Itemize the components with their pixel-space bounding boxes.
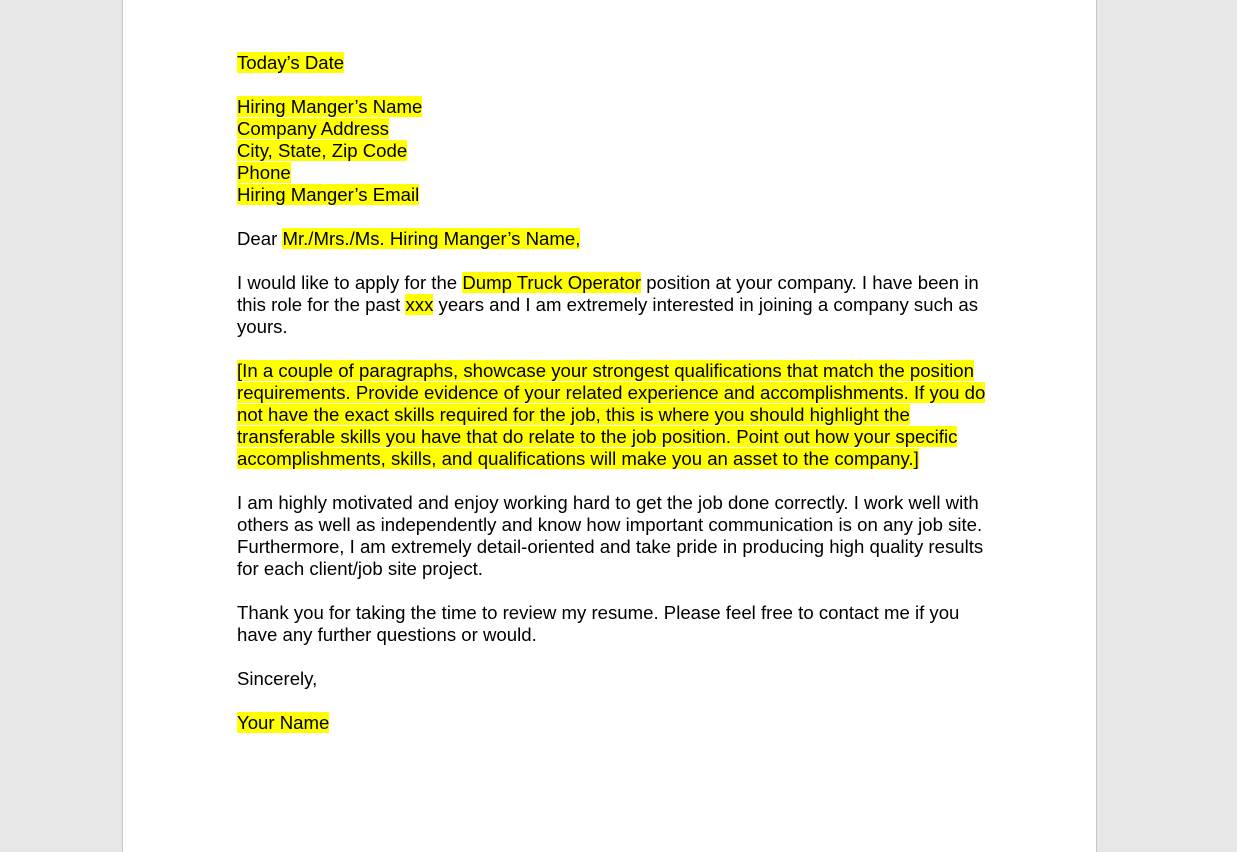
date-paragraph bbox=[237, 52, 989, 74]
instructions-placeholder: [In a couple of paragraphs, showcase your strongest qualifications that match the position requirements. Provide evidence of your related experience and accomplishments. If you do not have the exact skills required for the job, this is where you should highlight the transferable skills you have that do relate to the job position. Point out how your specific accomplishments, skills, and qualifications will make you an asset to the company.] bbox=[237, 360, 986, 469]
motivation-paragraph: I am highly motivated and enjoy working hard to get the job done correctly. I work well with others as well as independently and know how important communication is on any job site. Furthermore, I am extremely detail-oriented and take pride in producing high quality results for each client/job site project. bbox=[237, 492, 984, 579]
years-placeholder: xxx bbox=[405, 294, 434, 315]
letter-body bbox=[237, 52, 989, 756]
document-page bbox=[122, 0, 1097, 852]
sign-off: Sincerely, bbox=[237, 668, 318, 689]
intro-paragraph bbox=[237, 272, 989, 338]
signature-placeholder: Your Name bbox=[237, 712, 330, 733]
recipient-block bbox=[237, 96, 989, 206]
salutation-name: Mr./Mrs./Ms. Hiring Manger’s Name, bbox=[282, 228, 581, 249]
signature-paragraph bbox=[237, 712, 989, 734]
intro-text-2: position at your company. I have been in this role for the past bbox=[237, 272, 979, 315]
instructions-paragraph bbox=[237, 360, 989, 470]
recipient-email: Hiring Manger’s Email bbox=[237, 184, 420, 205]
recipient-address: Company Address bbox=[237, 118, 389, 139]
recipient-name: Hiring Manger’s Name bbox=[237, 96, 423, 117]
salutation bbox=[237, 228, 989, 250]
date-placeholder: Today’s Date bbox=[237, 52, 345, 73]
job-title-placeholder: Dump Truck Operator bbox=[462, 272, 642, 293]
intro-text-3: years and I am extremely interested in joining a company such as yours. bbox=[237, 294, 979, 337]
closing-paragraph: Thank you for taking the time to review my resume. Please feel free to contact me if you have any further questions or would. bbox=[237, 602, 960, 645]
recipient-phone: Phone bbox=[237, 162, 291, 183]
intro-text-1: I would like to apply for the bbox=[237, 272, 463, 293]
recipient-city-state-zip: City, State, Zip Code bbox=[237, 140, 408, 161]
salutation-prefix: Dear bbox=[237, 228, 283, 249]
